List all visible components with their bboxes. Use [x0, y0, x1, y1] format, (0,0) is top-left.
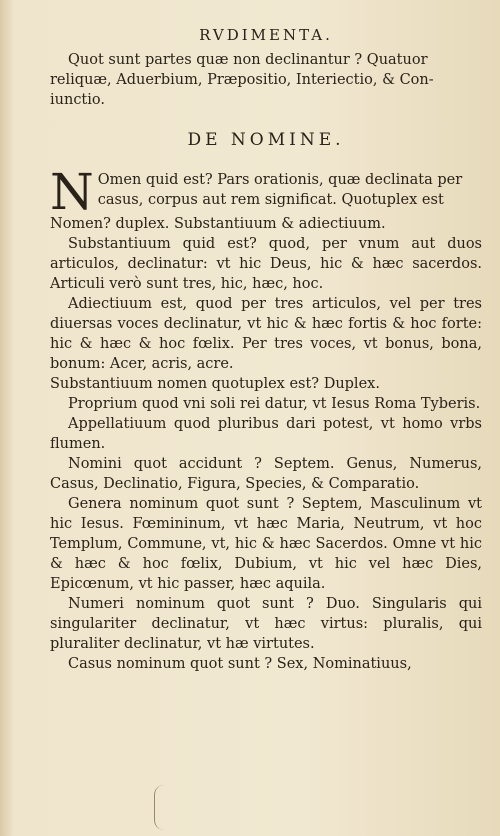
drop-line-1: Omen quid est? Pars orationis, quæ declinata per	[97, 172, 463, 188]
paragraph-proprium: Proprium quod vni soli rei datur, vt Iesus Roma Tyberis.	[68, 396, 481, 412]
paragraph-quotuplex: Substantiuum nomen quotuplex est? Duplex.	[50, 376, 380, 392]
section-heading: DE NOMINE.	[187, 130, 345, 150]
paragraph-genera: Genera nominum quot sunt ? Septem, Masculinum vt hic Iesus. Fœmininum, vt hæc Maria, Neutrum, vt hoc Templum, Commune, vt, hic & hæc Sacerdos. Omne vt hic & hæc & hoc fœlix, Dubium, vt hic vel hæc Dies, Epicœnum, vt hic passer, hæc aquila.	[50, 496, 482, 592]
drop-lines	[98, 170, 482, 210]
paragraph-appellatiuum: Appellatiuum quod pluribus dari potest, vt homo vrbs flumen.	[50, 416, 482, 452]
running-header: RVDIMENTA.	[199, 26, 333, 44]
first-paragraph	[50, 163, 482, 221]
drop-line-3: Nomen? duplex. Substantiuum & adiectiuum.	[50, 216, 386, 232]
intro-line-2: reliquæ, Aduerbium, Præpositio, Interiectio, & Con-	[50, 72, 434, 88]
paragraph-substantiuum: Substantiuum quid est? quod, per vnum aut duos articulos, declinatur: vt hic Deus, hic & hæc sacerdos. Articuli verò sunt tres, hic, hæc, hoc.	[50, 236, 482, 292]
intro-line-3: iunctio.	[50, 92, 105, 108]
paragraph-adiectiuum: Adiectiuum est, quod per tres articulos, vel per tres diuersas voces declinatur, vt hic & hæc fortis & hoc forte: hic & hæc & hoc fœlix. Per tres voces, vt bonus, bona, bonum: Acer, acris, acre.	[50, 296, 482, 372]
paragraph-casus: Casus nominum quot sunt ? Sex, Nominatiuus,	[68, 656, 412, 672]
ink-mark	[154, 785, 169, 830]
paragraph-numeri: Numeri nominum quot sunt ? Duo. Singularis qui singulariter declinatur, vt hæc virtus: pluralis, qui pluraliter declinatur, vt hæ virtutes.	[50, 596, 482, 652]
intro-line-1: Quot sunt partes quæ non declinantur ? Quatuor	[68, 52, 428, 68]
drop-cap: N	[50, 163, 94, 221]
drop-line-2: casus, corpus aut rem significat. Quotuplex est	[97, 192, 444, 208]
paragraph-accidunt: Nomini quot accidunt ? Septem. Genus, Numerus, Casus, Declinatio, Figura, Species, & Comparatio.	[50, 456, 482, 492]
